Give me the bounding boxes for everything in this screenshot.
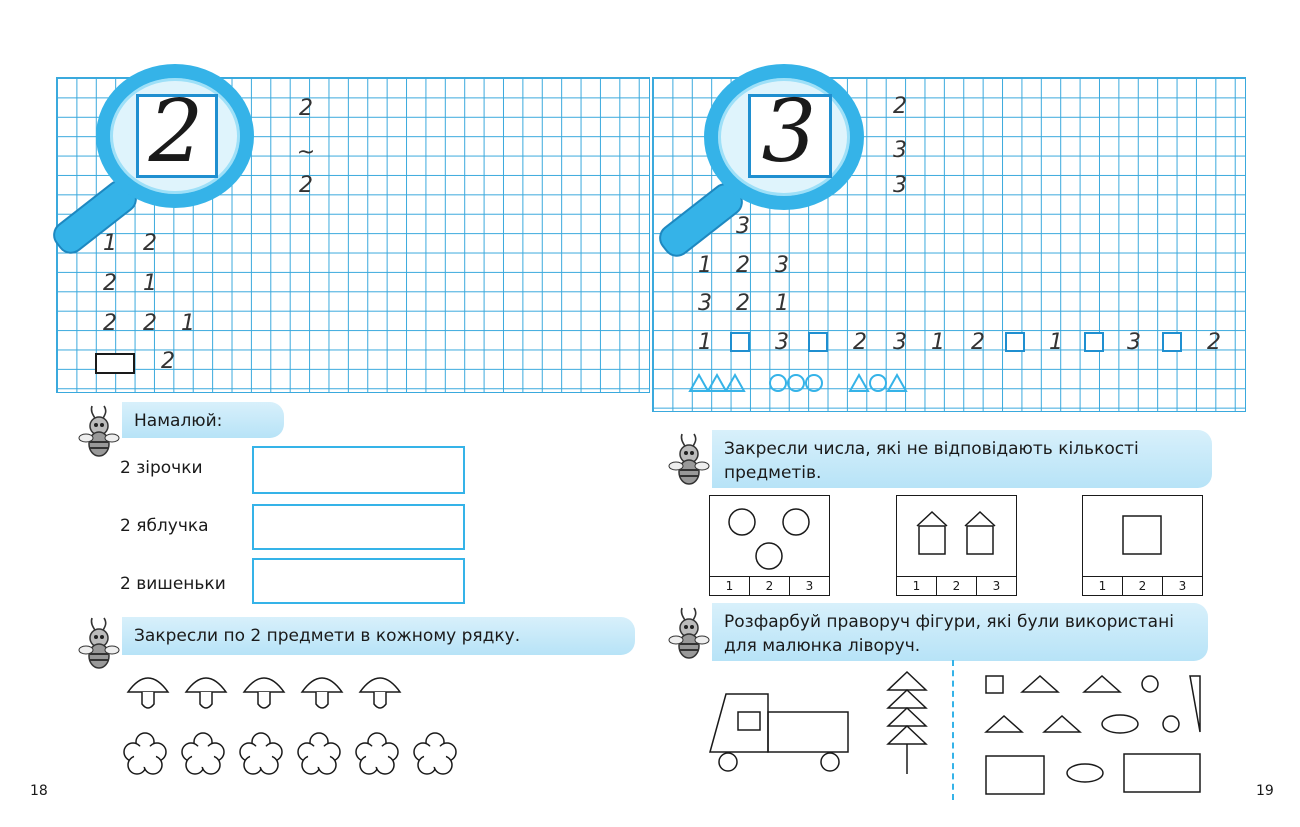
practice-digit: 2 — [736, 291, 750, 316]
circle-icon — [788, 375, 804, 391]
circles-illustration — [710, 496, 829, 576]
mushroom-icon — [186, 678, 226, 708]
number-scale — [710, 576, 829, 595]
circle-icon — [806, 375, 822, 391]
square-shape-icon — [986, 676, 1003, 693]
sequence-digit: 2 — [1207, 330, 1221, 355]
bee-mascot-icon — [74, 614, 124, 674]
page-number: 19 — [1256, 783, 1274, 799]
task-color-banner: Розфарбуй праворуч фігури, які були використані для малюнка ліворуч. — [712, 603, 1208, 661]
sequence-blank-box[interactable] — [1084, 332, 1104, 352]
column-digit: ~ — [296, 140, 316, 165]
task-cross-banner: Закресли по 2 предмети в кожному рядку. — [122, 617, 635, 655]
bee-mascot-icon — [664, 430, 714, 490]
mushroom-icon — [302, 678, 342, 708]
sequence-blank-box[interactable] — [808, 332, 828, 352]
rectangle-shape-icon — [986, 756, 1044, 794]
sequence-digit: 1 — [931, 330, 945, 355]
triangle-shape-icon — [1022, 676, 1058, 692]
mushroom-row — [120, 668, 420, 716]
circle-shape-icon — [1142, 676, 1158, 692]
triangle-icon — [690, 375, 708, 391]
sequence-blank-box[interactable] — [730, 332, 750, 352]
sequence-digit: 3 — [893, 330, 907, 355]
circle-shape-icon — [1163, 716, 1179, 732]
draw-item-label: 2 зірочки — [120, 458, 203, 478]
triangle-shape-icon — [1044, 716, 1080, 732]
flower-icon — [356, 733, 398, 774]
ellipse-shape-icon — [1102, 715, 1138, 733]
scale-number[interactable]: 3 — [976, 577, 1016, 595]
tree-illustration — [884, 670, 930, 776]
practice-digit: 2 — [103, 311, 117, 336]
houses-illustration — [897, 496, 1016, 576]
draw-item-label: 2 вишеньки — [120, 574, 226, 594]
sequence-blank-box[interactable] — [1005, 332, 1025, 352]
practice-digit: 3 — [698, 291, 712, 316]
ellipse-shape-icon — [1067, 764, 1103, 782]
draw-answer-box[interactable] — [252, 446, 465, 494]
blank-answer-rect[interactable] — [95, 353, 135, 374]
page-number: 18 — [30, 783, 48, 799]
mushroom-icon — [244, 678, 284, 708]
sequence-digit: 3 — [775, 330, 789, 355]
triangle-icon — [708, 375, 726, 391]
count-card-houses — [896, 495, 1017, 596]
practice-digit: 2 — [143, 231, 157, 256]
triangle-shape-icon — [1084, 676, 1120, 692]
scale-number[interactable]: 2 — [936, 577, 976, 595]
column-digit: 2 — [299, 173, 313, 198]
draw-answer-box[interactable] — [252, 504, 465, 550]
flower-icon — [414, 733, 456, 774]
big-digit-right: 3 — [761, 82, 817, 182]
practice-digit: 1 — [775, 291, 789, 316]
draw-item-label: 2 яблучка — [120, 516, 209, 536]
scale-number[interactable]: 3 — [1162, 577, 1202, 595]
circle-icon — [870, 375, 886, 391]
sequence-blank-box[interactable] — [1162, 332, 1182, 352]
mushroom-icon — [128, 678, 168, 708]
rectangle-shape-icon — [1124, 754, 1200, 792]
scale-number[interactable]: 2 — [749, 577, 789, 595]
mushroom-icon — [360, 678, 400, 708]
bee-mascot-icon — [664, 604, 714, 664]
column-digit: 2 — [299, 96, 313, 121]
triangle-icon — [850, 375, 868, 391]
scale-number[interactable]: 2 — [1122, 577, 1162, 595]
scale-number[interactable]: 1 — [725, 579, 734, 593]
sequence-digit: 1 — [1049, 330, 1063, 355]
dashed-divider — [952, 660, 954, 800]
flower-icon — [298, 733, 340, 774]
sequence-digit: 3 — [1127, 330, 1141, 355]
practice-digit: 1 — [143, 271, 157, 296]
scale-number[interactable]: 1 — [912, 579, 921, 593]
practice-digit: 2 — [736, 253, 750, 278]
triangle-shape-icon — [986, 716, 1022, 732]
task-draw-banner: Намалюй: — [122, 402, 284, 438]
sequence-digit: 2 — [853, 330, 867, 355]
shape-pattern-row — [688, 371, 918, 393]
count-card-circles — [709, 495, 830, 596]
column-digit: 2 — [893, 94, 907, 119]
scale-number[interactable]: 3 — [789, 577, 829, 595]
practice-digit: 1 — [103, 231, 117, 256]
practice-digit: 2 — [143, 311, 157, 336]
tall-triangle-shape-icon — [1190, 676, 1200, 732]
practice-digit: 3 — [775, 253, 789, 278]
column-digit: 3 — [893, 173, 907, 198]
practice-digit: 2 — [103, 271, 117, 296]
number-scale — [1083, 576, 1202, 595]
truck-illustration — [706, 686, 852, 776]
square-illustration — [1083, 496, 1202, 576]
sequence-digit: 2 — [971, 330, 985, 355]
flower-icon — [124, 733, 166, 774]
practice-digit: 1 — [698, 253, 712, 278]
scale-number[interactable]: 1 — [1098, 579, 1107, 593]
number-scale — [897, 576, 1016, 595]
triangle-icon — [888, 375, 906, 391]
task-numbers-banner: Закресли числа, які не відповідають кількості предметів. — [712, 430, 1212, 488]
bee-mascot-icon — [74, 402, 124, 462]
flower-icon — [240, 733, 282, 774]
column-digit: 3 — [893, 138, 907, 163]
practice-digit: 3 — [736, 214, 750, 239]
practice-digit: 1 — [181, 311, 195, 336]
sequence-digit: 1 — [698, 330, 712, 355]
practice-digit: 2 — [161, 349, 175, 374]
big-digit-left: 2 — [148, 82, 204, 182]
count-card-square — [1082, 495, 1203, 596]
draw-answer-box[interactable] — [252, 558, 465, 604]
triangle-icon — [726, 375, 744, 391]
circle-icon — [770, 375, 786, 391]
flower-icon — [182, 733, 224, 774]
flower-row — [120, 730, 470, 780]
shapes-to-color — [980, 670, 1206, 798]
